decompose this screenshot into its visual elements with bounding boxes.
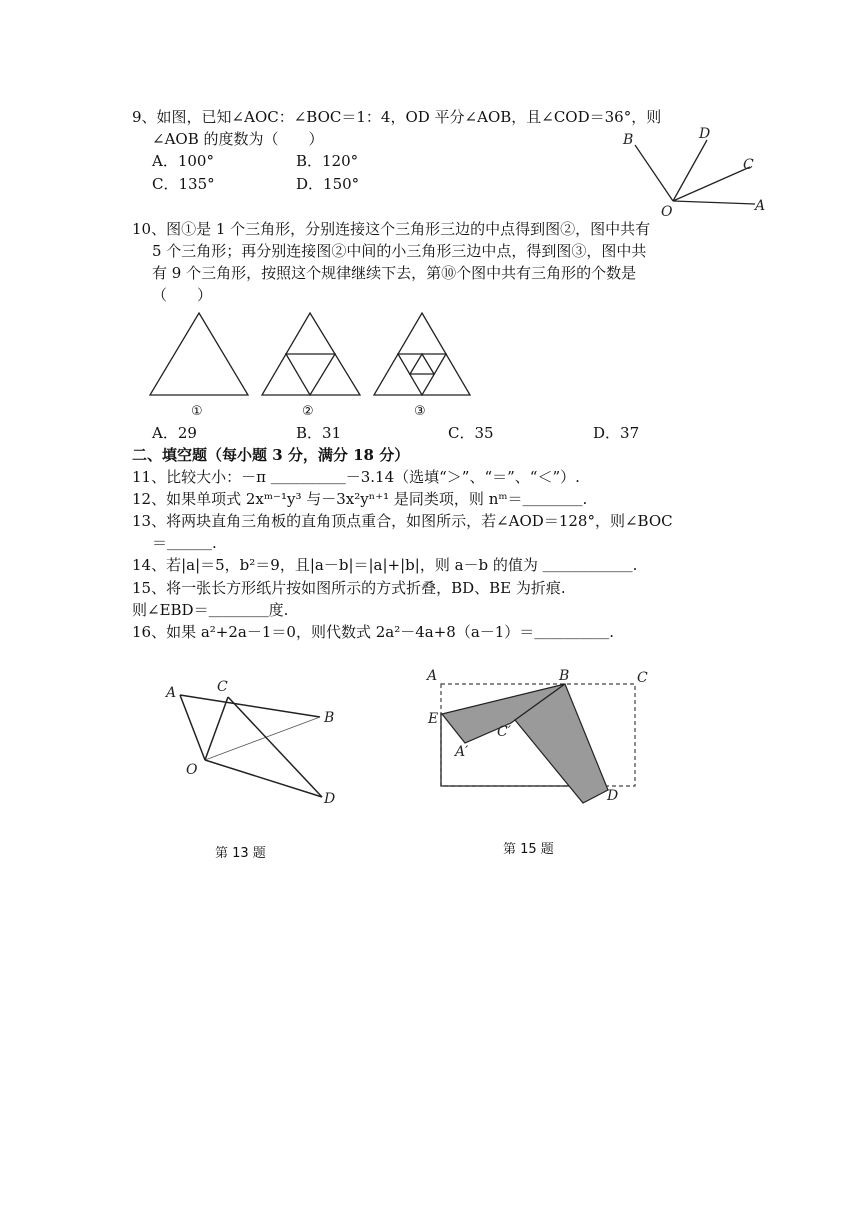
q10-option-a: A．29	[152, 424, 197, 442]
q14-stem: 14、若|a|＝5，b²＝9，且|a－b|＝|a|+|b|，则 a－b 的值为 ＿＿＿＿＿＿.	[132, 556, 638, 574]
q13-label-b: B	[324, 710, 335, 726]
q10-fig1-label: ①	[191, 404, 203, 419]
q15-stem-line2: 则∠EBD＝＿＿＿＿度.	[132, 601, 289, 619]
q15-label-b: B	[559, 668, 570, 684]
q13-label-c: C	[217, 679, 228, 695]
q9-option-c: C．135°	[152, 175, 215, 193]
q9-stem-line2: ∠AOB 的度数为（ ）	[152, 130, 324, 148]
q10-fig3-label: ③	[414, 404, 426, 419]
q15-figure	[425, 668, 655, 813]
q10-stem-line1: 10、图①是 1 个三角形，分别连接这个三角形三边的中点得到图②，图中共有	[132, 220, 651, 238]
q15-label-a-prime: A′	[455, 744, 469, 760]
q13-caption: 第 13 题	[215, 846, 266, 861]
q10-stem-line4: （ ）	[152, 286, 213, 304]
q13-label-a: A	[166, 685, 177, 701]
q9-label-a: A	[755, 198, 766, 214]
q10-option-d: D．37	[593, 424, 640, 442]
q13-stem-line2: ＝＿＿＿.	[152, 534, 217, 552]
q13-figure	[160, 675, 350, 815]
q9-label-b: B	[623, 132, 634, 148]
q10-stem-line3: 有 9 个三角形，按照这个规律继续下去，第⑩个图中共有三角形的个数是	[152, 264, 637, 282]
q13-label-o: O	[186, 762, 198, 778]
q15-label-e: E	[428, 711, 439, 727]
q10-option-c: C．35	[448, 424, 494, 442]
q10-fig2-label: ②	[302, 404, 314, 419]
q15-caption: 第 15 题	[503, 842, 554, 857]
q10-triangle-figures	[140, 305, 490, 420]
section-title: 二、填空题（每小题 3 分，满分 18 分）	[132, 446, 410, 464]
q15-label-a: A	[427, 668, 438, 684]
q15-stem-line1: 15、将一张长方形纸片按如图所示的方式折叠，BD、BE 为折痕.	[132, 579, 566, 597]
q9-option-a: A．100°	[152, 152, 214, 170]
q9-option-d: D．150°	[296, 175, 360, 193]
q16-stem: 16、如果 a²+2a－1＝0，则代数式 2a²－4a+8（a－1）＝＿＿＿＿＿.	[132, 623, 615, 641]
q9-label-c: C	[743, 157, 754, 173]
q9-option-b: B．120°	[296, 152, 359, 170]
q13-label-d: D	[324, 791, 336, 807]
q13-stem-line1: 13、将两块直角三角板的直角顶点重合，如图所示，若∠AOD＝128°，则∠BOC	[132, 512, 673, 530]
q15-label-c-prime: C′	[497, 724, 511, 740]
q9-label-o: O	[661, 204, 673, 220]
q11-stem: 11、比较大小：－π ＿＿＿＿＿－3.14（选填“＞”、“＝”、“＜”）.	[132, 468, 580, 486]
q9-label-d: D	[699, 126, 711, 142]
q9-stem-line1: 9、如图，已知∠AOC：∠BOC＝1：4，OD 平分∠AOB，且∠COD＝36°，则	[132, 108, 662, 126]
q15-label-c: C	[637, 670, 648, 686]
q10-stem-line2: 5 个三角形；再分别连接图②中间的小三角形三边中点，得到图③，图中共	[152, 242, 647, 260]
q9-angle-figure	[615, 125, 770, 220]
q12-stem: 12、如果单项式 2xᵐ⁻¹y³ 与－3x²yⁿ⁺¹ 是同类项，则 nᵐ＝＿＿＿＿.	[132, 490, 588, 508]
q10-option-b: B．31	[296, 424, 342, 442]
q15-label-d: D	[607, 788, 619, 804]
